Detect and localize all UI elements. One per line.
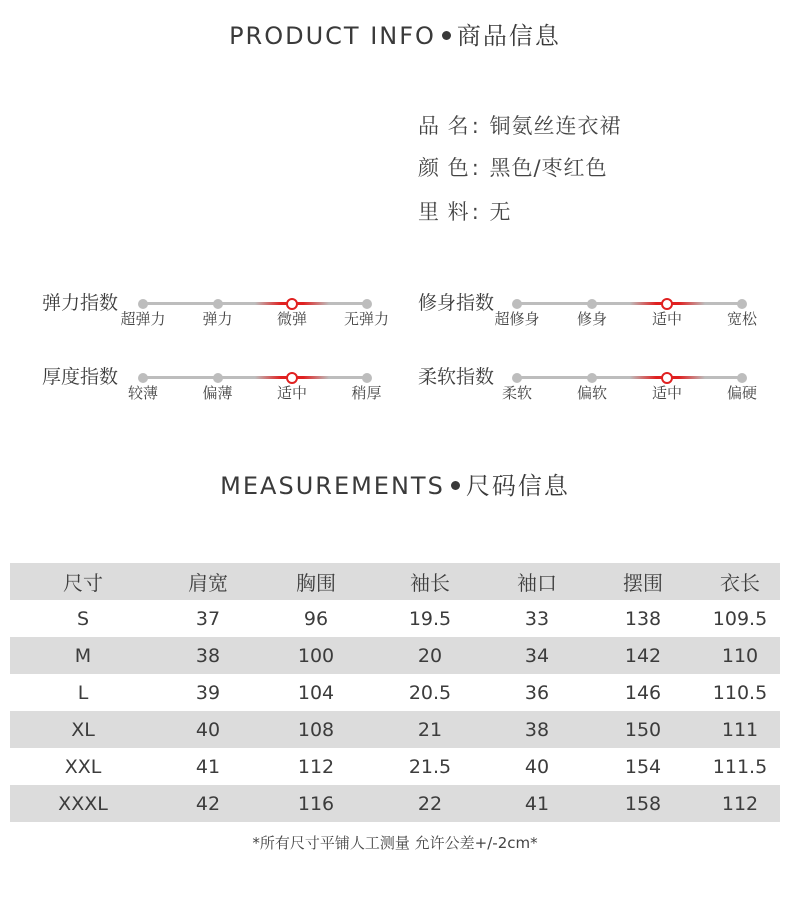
column-header: 摆围 — [623, 571, 663, 595]
measurement-cell: 21.5 — [408, 755, 452, 778]
measurement-cell: 39 — [195, 681, 221, 704]
measurement-cell: 33 — [524, 607, 550, 630]
measurement-cell: 142 — [624, 644, 662, 667]
table-row — [10, 600, 780, 637]
index-option: 柔软 — [501, 384, 533, 402]
measurement-cell: 100 — [297, 644, 335, 667]
measurement-cell: 111.5 — [712, 755, 768, 778]
index-marker-selected — [286, 298, 298, 310]
index-option: 适中 — [651, 384, 683, 402]
measurement-cell: 22 — [417, 792, 443, 815]
size-cell: M — [74, 644, 92, 667]
size-cell: XXXL — [58, 792, 108, 815]
column-header: 肩宽 — [188, 571, 228, 595]
index-marker-selected — [661, 372, 673, 384]
measurement-cell: 112 — [297, 755, 335, 778]
info-line-name — [418, 110, 621, 140]
measurement-cell: 40 — [195, 718, 221, 741]
index-marker — [138, 373, 148, 383]
index-marker — [512, 373, 522, 383]
info-key: 品 名 — [418, 114, 470, 138]
column-header: 尺寸 — [63, 571, 103, 595]
measurement-cell: 40 — [524, 755, 550, 778]
title-dot-icon — [451, 481, 460, 490]
measurement-cell: 150 — [624, 718, 662, 741]
size-table — [10, 563, 780, 822]
measurement-cell: 19.5 — [408, 607, 452, 630]
column-header: 袖口 — [517, 571, 557, 595]
table-row — [10, 637, 780, 674]
index-option: 较薄 — [127, 384, 159, 402]
product-info-title — [0, 16, 790, 51]
index-marker — [213, 299, 223, 309]
measurement-cell: 96 — [303, 607, 329, 630]
info-value: 铜氨丝连衣裙 — [489, 114, 622, 138]
measurement-cell: 38 — [524, 718, 550, 741]
index-marker — [737, 299, 747, 309]
table-row — [10, 785, 780, 822]
size-cell: S — [76, 607, 90, 630]
index-option: 弹力 — [202, 310, 233, 328]
index-label: 修身指数 — [418, 292, 495, 314]
measurement-cell: 154 — [624, 755, 662, 778]
index-option: 稍厚 — [351, 384, 382, 402]
index-marker — [512, 299, 522, 309]
measurement-cell: 104 — [297, 681, 335, 704]
index-option: 偏薄 — [202, 384, 233, 402]
index-option: 无弹力 — [343, 310, 390, 328]
info-sep: : — [471, 114, 480, 138]
measurement-cell: 158 — [624, 792, 662, 815]
measurement-cell: 37 — [195, 607, 221, 630]
measurements-title-cn: 尺码信息 — [465, 472, 570, 500]
index-track — [517, 376, 742, 379]
measurement-cell: 116 — [297, 792, 335, 815]
info-key: 里 料 — [418, 200, 470, 224]
product-info-title-cn: 商品信息 — [456, 22, 561, 50]
index-label: 弹力指数 — [42, 292, 119, 314]
index-track — [143, 376, 367, 379]
info-key: 颜 色 — [418, 156, 470, 180]
info-line-color — [418, 152, 608, 182]
index-option: 偏硬 — [726, 384, 758, 402]
index-option: 适中 — [276, 384, 308, 402]
measurement-cell: 111 — [721, 718, 759, 741]
index-option: 微弹 — [276, 310, 308, 328]
title-dot-icon — [442, 31, 451, 40]
size-cell: XL — [71, 718, 95, 741]
measurements-title-en: MEASUREMENTS — [220, 472, 445, 500]
measurement-cell: 109.5 — [712, 607, 768, 630]
index-option: 宽松 — [726, 310, 758, 328]
column-header: 袖长 — [410, 571, 450, 595]
measurement-cell: 41 — [195, 755, 221, 778]
measurement-cell: 112 — [721, 792, 759, 815]
index-track — [143, 302, 367, 305]
info-line-lining — [418, 196, 511, 226]
measurement-cell: 138 — [624, 607, 662, 630]
measurement-cell: 38 — [195, 644, 221, 667]
index-marker — [362, 373, 372, 383]
measurement-cell: 34 — [524, 644, 550, 667]
size-cell: L — [77, 681, 89, 704]
index-marker — [213, 373, 223, 383]
index-marker-selected — [661, 298, 673, 310]
table-header — [10, 563, 780, 600]
column-header: 胸围 — [296, 571, 336, 595]
measurements-title — [0, 466, 790, 501]
table-row — [10, 711, 780, 748]
measurement-cell: 146 — [624, 681, 662, 704]
index-label: 厚度指数 — [42, 366, 119, 388]
measurement-cell: 20 — [417, 644, 443, 667]
index-option: 偏软 — [576, 384, 608, 402]
index-track — [517, 302, 742, 305]
index-label: 柔软指数 — [418, 366, 495, 388]
index-marker — [138, 299, 148, 309]
tolerance-note: *所有尺寸平铺人工测量 允许公差+/-2cm* — [252, 834, 538, 852]
column-header: 衣长 — [720, 571, 760, 595]
index-marker — [737, 373, 747, 383]
index-option: 超弹力 — [120, 310, 166, 328]
index-marker-selected — [286, 372, 298, 384]
info-value: 无 — [489, 200, 512, 224]
index-marker — [587, 373, 597, 383]
measurement-cell: 41 — [524, 792, 550, 815]
product-info-title-en: PRODUCT INFO — [229, 22, 436, 50]
info-sep: : — [471, 156, 480, 180]
measurement-cell: 20.5 — [408, 681, 452, 704]
index-option: 超修身 — [494, 310, 540, 328]
info-value: 黑色/枣红色 — [489, 156, 608, 180]
size-cell: XXL — [64, 755, 102, 778]
measurement-cell: 110.5 — [712, 681, 768, 704]
index-marker — [587, 299, 597, 309]
info-sep: : — [471, 200, 480, 224]
measurement-cell: 36 — [524, 681, 550, 704]
table-row — [10, 748, 780, 785]
measurement-cell: 21 — [417, 718, 443, 741]
index-option: 适中 — [651, 310, 683, 328]
measurement-cell: 42 — [195, 792, 221, 815]
table-row — [10, 674, 780, 711]
index-marker — [362, 299, 372, 309]
measurement-cell: 110 — [721, 644, 759, 667]
index-option: 修身 — [576, 310, 608, 328]
measurement-cell: 108 — [297, 718, 335, 741]
